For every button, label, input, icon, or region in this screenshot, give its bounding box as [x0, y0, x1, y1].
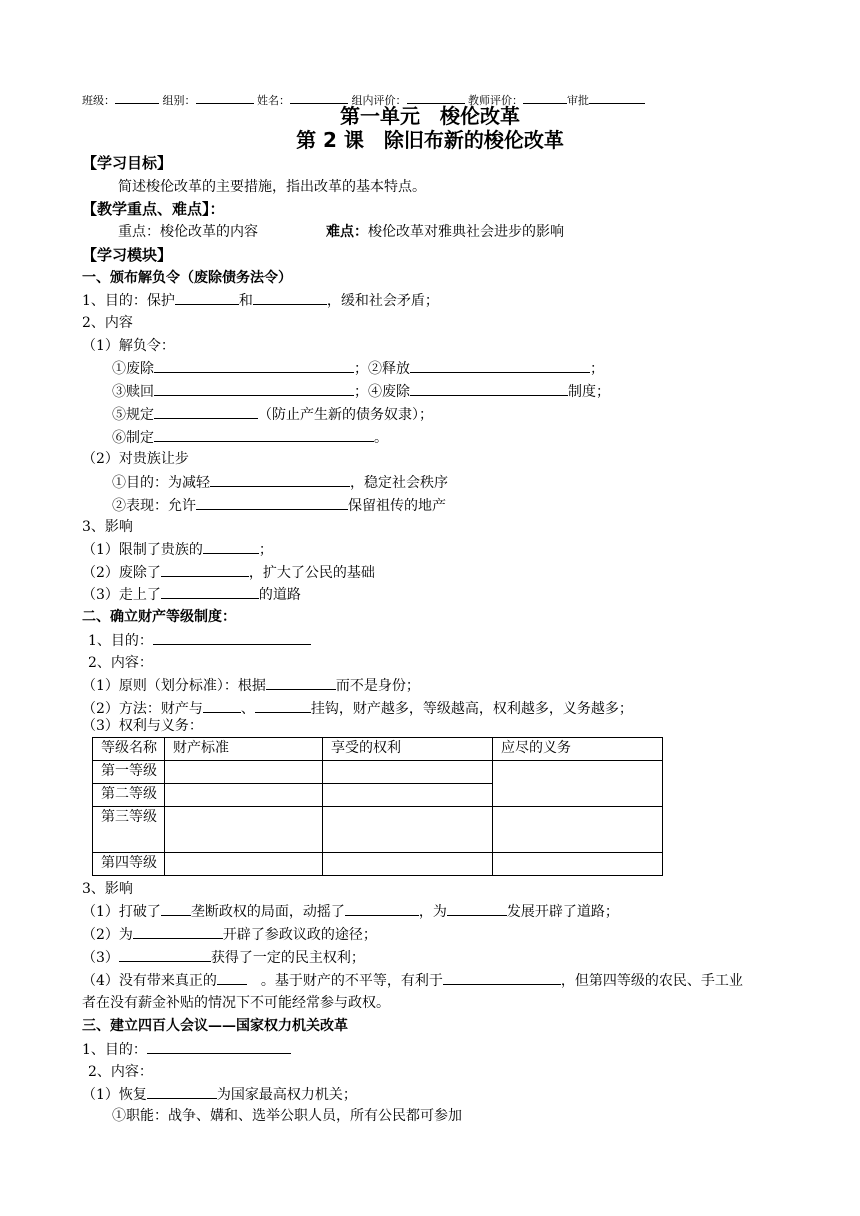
class-label: 班级： — [82, 94, 115, 107]
blank[interactable] — [410, 359, 590, 373]
table-header: 财产标准 — [165, 738, 323, 761]
s2-m2-line — [82, 925, 377, 944]
blank[interactable] — [210, 473, 350, 487]
level-name: 第一等级 — [93, 761, 165, 784]
blank[interactable] — [443, 971, 561, 985]
s1-i4: ；④废除 — [354, 384, 410, 400]
s2-c1: （1）原则（划分标准）：根据 — [82, 678, 266, 694]
blank[interactable] — [217, 971, 247, 985]
hard-line — [326, 223, 564, 241]
s2-m3-b: 获得了一定的民主权利； — [210, 950, 365, 966]
s2-m4-c: ，但第四等级的农民、手工业 — [560, 973, 743, 989]
s2-m4-a: （4）没有带来真正的 — [82, 973, 217, 989]
s2-content: 2、内容： — [88, 655, 153, 671]
table-cell[interactable] — [493, 853, 663, 876]
group-eval-blank[interactable] — [407, 90, 465, 104]
blank[interactable] — [345, 902, 419, 916]
blank[interactable] — [161, 902, 191, 916]
goals-heading: 【学习目标】 — [82, 154, 173, 172]
s1-i5: ⑤规定 — [112, 407, 154, 423]
table-cell[interactable] — [323, 807, 493, 853]
key-label: 重点： — [118, 224, 160, 240]
s2-m4-line — [82, 971, 743, 990]
s1-purpose-c: ，缓和社会矛盾； — [326, 293, 439, 309]
blank[interactable] — [253, 291, 327, 305]
blank[interactable] — [203, 699, 241, 713]
s1-p1: （1）解负令： — [82, 338, 175, 354]
s1-g2-line — [112, 496, 446, 515]
lesson-title: 第 2 课 除旧布新的梭伦改革 — [296, 128, 564, 152]
s2-c2: （2）方法：财产与 — [82, 701, 203, 717]
s1-m3: （3）走上了 — [82, 587, 161, 603]
s1-g2: ②表现：允许 — [112, 498, 196, 514]
table-cell[interactable] — [165, 853, 323, 876]
s1-i1-line — [112, 359, 604, 378]
table-header: 应尽的义务 — [493, 738, 663, 761]
s3-purpose: 1、目的： — [82, 1042, 147, 1058]
s2-purpose-line — [88, 631, 311, 650]
s1-heading: 一、颁布解负令（废除债务法令） — [82, 270, 292, 286]
s1-g1-line — [112, 473, 448, 492]
s1-i3-line — [112, 382, 610, 401]
s1-i3: ③赎回 — [112, 384, 154, 400]
blank[interactable] — [154, 405, 258, 419]
s1-content: 2、内容 — [82, 315, 133, 331]
s2-m2-a: （2）为 — [82, 927, 133, 943]
s2-c1-line — [82, 676, 420, 695]
s2-c2-end: 挂钩，财产越多，等级越高，权利越多，义务越多； — [310, 701, 633, 717]
s2-m1-d: 发展开辟了道路； — [506, 904, 619, 920]
s1-m3-end: 的道路 — [258, 587, 301, 603]
blank[interactable] — [154, 359, 354, 373]
s3-c1-i1: ①职能：战争、媾和、选举公职人员，所有公民都可参加 — [112, 1108, 462, 1124]
s1-m1-end: ； — [258, 542, 273, 558]
blank[interactable] — [147, 1085, 217, 1099]
blank[interactable] — [154, 382, 354, 396]
s1-i5-line — [112, 405, 433, 424]
s2-c3: （3）权利与义务： — [82, 718, 203, 734]
s2-m1-a: （1）打破了 — [82, 904, 161, 920]
s1-g1-end: ，稳定社会秩序 — [350, 475, 448, 491]
table-header: 享受的权利 — [323, 738, 493, 761]
s1-i2-end: ； — [590, 361, 604, 377]
s3-c1-line — [82, 1085, 357, 1104]
s2-c2-mid: 、 — [240, 701, 255, 717]
s2-purpose: 1、目的： — [88, 633, 153, 649]
blank[interactable] — [447, 902, 507, 916]
s2-c2-line — [82, 699, 633, 718]
module-heading: 【学习模块】 — [82, 246, 173, 264]
hard-text: 梭伦改革对雅典社会进步的影响 — [368, 224, 564, 240]
blank[interactable] — [154, 428, 374, 442]
s2-c1-end: 而不是身份； — [335, 678, 420, 694]
group-eval-label: 组内评价： — [351, 94, 407, 107]
s2-heading: 二、确立财产等级制度： — [82, 609, 236, 625]
group-label: 组别： — [162, 94, 196, 107]
key-text: 梭伦改革的内容 — [160, 224, 258, 240]
s1-purpose-b: 和 — [238, 293, 253, 309]
table-cell[interactable] — [323, 761, 493, 784]
approve-blank[interactable] — [589, 90, 645, 104]
s2-m2-b: 开辟了参政议政的途径； — [222, 927, 377, 943]
blank[interactable] — [147, 1040, 291, 1054]
s3-c1-end: 为国家最高权力机关； — [216, 1087, 357, 1103]
s2-impact: 3、影响 — [82, 881, 133, 897]
s2-m4-b: 。基于财产的不平等，有利于 — [260, 973, 443, 989]
s1-m1-line — [82, 540, 273, 559]
blank[interactable] — [175, 291, 239, 305]
name-label: 姓名： — [257, 94, 290, 107]
s1-m2-line — [82, 563, 375, 582]
s2-m3-line — [82, 948, 365, 967]
blank[interactable] — [119, 948, 211, 962]
blank[interactable] — [161, 585, 259, 599]
s2-m4-cont: 者在没有薪金补贴的情况下不可能经常参与政权。 — [82, 995, 390, 1011]
table-cell[interactable] — [493, 761, 663, 807]
rights-duties-table — [92, 737, 663, 876]
s2-m3-a: （3） — [82, 950, 119, 966]
s1-i1: ①废除 — [112, 361, 154, 377]
table-cell[interactable] — [323, 853, 493, 876]
hard-label: 难点： — [326, 224, 368, 240]
table-header-row — [93, 738, 663, 761]
s1-i6: ⑥制定 — [112, 430, 154, 446]
group-blank[interactable] — [196, 90, 254, 104]
blank[interactable] — [153, 631, 311, 645]
table-header: 等级名称 — [93, 738, 165, 761]
table-row — [93, 807, 663, 853]
table-cell[interactable] — [165, 807, 323, 853]
s1-i4-end: 制度； — [568, 384, 610, 400]
s1-i6-end: 。 — [374, 430, 388, 446]
s1-purpose-a: 1、目的：保护 — [82, 293, 175, 309]
table-cell[interactable] — [493, 807, 663, 853]
s1-m3-line — [82, 585, 301, 604]
level-name: 第四等级 — [93, 853, 165, 876]
table-cell[interactable] — [165, 761, 323, 784]
key-line — [118, 223, 258, 241]
s2-m1-c: ，为 — [418, 904, 447, 920]
approve-label: 审批 — [567, 94, 589, 107]
level-name: 第三等级 — [93, 807, 165, 853]
s3-content: 2、内容： — [88, 1064, 153, 1080]
s3-purpose-line — [82, 1040, 291, 1059]
s2-m1-line — [82, 902, 619, 921]
s1-i5-end: （防止产生新的债务奴隶）； — [258, 407, 433, 423]
blank[interactable] — [410, 382, 568, 396]
s1-p2: （2）对贵族让步 — [82, 451, 189, 467]
table-cell[interactable] — [323, 784, 493, 807]
table-cell[interactable] — [165, 784, 323, 807]
blank[interactable] — [255, 699, 311, 713]
s3-heading: 三、建立四百人会议——国家权力机关改革 — [82, 1018, 348, 1034]
teacher-eval-blank[interactable] — [523, 90, 567, 104]
s1-m2-end: ，扩大了公民的基础 — [248, 565, 375, 581]
key-heading: 【教学重点、难点】： — [82, 200, 225, 218]
blank[interactable] — [203, 540, 259, 554]
blank[interactable] — [266, 676, 336, 690]
s1-m2: （2）废除了 — [82, 565, 161, 581]
level-name: 第二等级 — [93, 784, 165, 807]
s3-c1: （1）恢复 — [82, 1087, 147, 1103]
blank[interactable] — [133, 925, 223, 939]
name-blank[interactable] — [290, 90, 348, 104]
s1-impact: 3、影响 — [82, 519, 133, 535]
teacher-eval-label: 教师评价： — [468, 94, 523, 107]
goals-text: 简述梭伦改革的主要措施，指出改革的基本特点。 — [118, 179, 426, 195]
blank[interactable] — [161, 563, 249, 577]
unit-title: 第一单元 梭伦改革 — [340, 104, 520, 128]
table-row — [93, 761, 663, 784]
blank[interactable] — [196, 496, 348, 510]
table-row — [93, 853, 663, 876]
s1-m1: （1）限制了贵族的 — [82, 542, 203, 558]
s1-i2: ；②释放 — [354, 361, 410, 377]
s1-purpose — [82, 291, 439, 310]
class-blank[interactable] — [115, 90, 159, 104]
s1-g1: ①目的：为减轻 — [112, 475, 210, 491]
s1-i6-line — [112, 428, 388, 447]
s1-g2-end: 保留祖传的地产 — [348, 498, 446, 514]
s2-m1-b: 垄断政权的局面，动摇了 — [190, 904, 345, 920]
